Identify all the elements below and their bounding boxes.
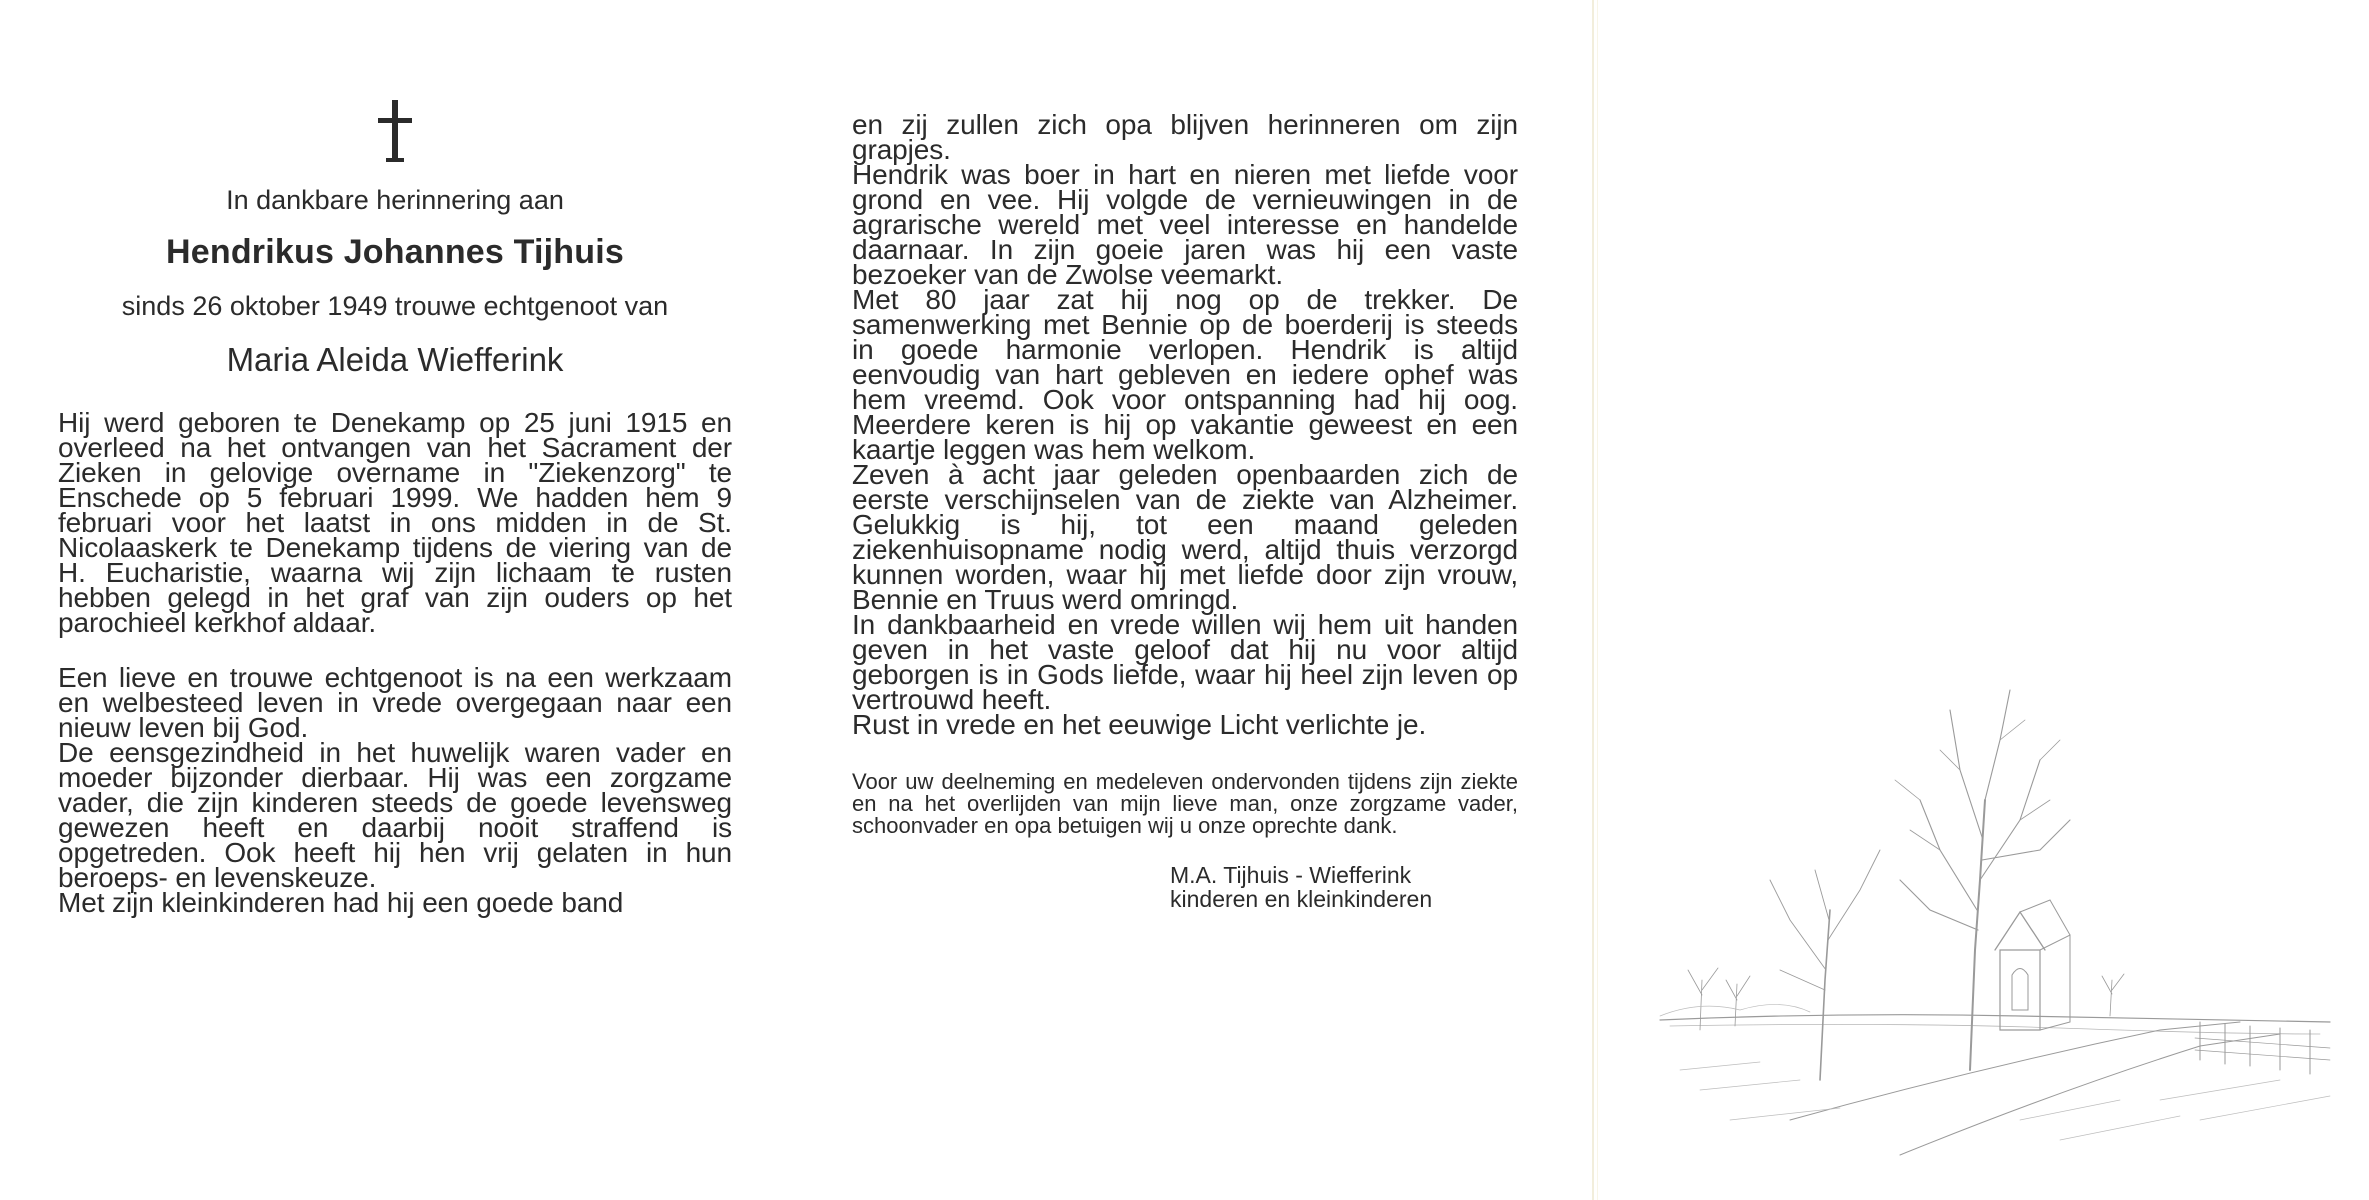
middle-paragraph-tractor: Met 80 jaar zat hij nog op de trekker. De samenwerking met Bennie op de boerderij is steeds in goede harmonie verlopen. Hendrik is altijd eenvoudig van hart gebleven en iedere ophef was hem vreemd. Ook voor ontspanning had hij oog. Meerdere keren is hij op vakantie geweest en een kaartje leggen was hem welkom. <box>852 284 1518 465</box>
signature-block <box>1170 863 1518 911</box>
left-paragraph-birth: Hij werd geboren te Denekamp op 25 juni 1915 en overleed na het ontvangen van het Sacrament der Zieken in gelovige overname in "Ziekenzorg" te Enschede op 5 februari 1999. We hadden hem 9 februari voor het laatst in ons midden in de St. Nicolaaskerk te Denekamp tijdens de viering van de H. Eucharistie, waarna wij zijn lichaam te rusten hebben gelegd in het graf van zijn ouders op het parochieel kerkhof aldaar. <box>58 407 732 638</box>
thanks-text: Voor uw deelneming en medeleven ondervonden tijdens zijn ziekte en na het overlijden van mijn lieve man, onze zorgzame vader, schoonvader en opa betuigen wij u onze oprechte dank. <box>852 769 1518 838</box>
cross-container <box>58 100 732 162</box>
left-paragraph-marriage: De eensgezindheid in het huwelijk waren vader en moeder bijzonder dierbaar. Hij was een zorgzame vader, die zijn kinderen steeds de goede levensweg gewezen heeft en daarbij nooit straffend is opgetreden. Ook heeft hij hen vrij gelaten in hun beroeps- en levenskeuze. <box>58 737 732 893</box>
left-column <box>58 100 732 918</box>
middle-paragraph-gratitude: In dankbaarheid en vrede willen wij hem uit handen geven in het vaste geloof dat hij nu voor altijd geborgen is in Gods liefde, waar hij heel zijn leven op vertrouwd heeft. <box>852 609 1518 715</box>
middle-paragraph-illness: Zeven à acht jaar geleden openbaarden zich de eerste verschijnselen van de ziekte van Alzheimer. Gelukkig is hij, tot een maand geleden ziekenhuisopname nodig werd, altijd thuis verzorgd kunnen worden, waar hij met liefde door zijn vrouw, Bennie en Truus werd omringd. <box>852 459 1518 615</box>
spouse-name: Maria Aleida Wiefferink <box>226 341 564 378</box>
middle-column <box>852 109 1518 912</box>
cross-icon <box>375 100 415 162</box>
left-paragraph-grandchildren: Met zijn kleinkinderen had hij een goede band <box>58 887 624 918</box>
paragraph-gap <box>58 635 732 665</box>
signature-family: kinderen en kleinkinderen <box>1170 886 1433 912</box>
signature-name: M.A. Tijhuis - Wiefferink <box>1170 862 1412 888</box>
middle-paragraph-farmer: Hendrik was boer in hart en nieren met liefde voor grond en vee. Hij volgde de vernieuwingen in de agrarische wereld met veel interesse en handelde daarnaar. In zijn goeie jaren was hij een vaste bezoeker van de Zwolse veemarkt. <box>852 159 1518 290</box>
middle-paragraph-rest: Rust in vrede en het eeuwige Licht verlichte je. <box>852 709 1427 740</box>
deceased-name: Hendrikus Johannes Tijhuis <box>165 233 624 271</box>
left-paragraph-spouse: Een lieve en trouwe echtgenoot is na een werkzaam en welbesteed leven in vrede overgegaan naar een nieuw leven bij God. <box>58 662 732 743</box>
landscape-drawing-icon <box>1640 650 2340 1170</box>
middle-paragraph-grandchildren: en zij zullen zich opa blijven herinneren om zijn grapjes. <box>852 109 1518 165</box>
card-fold <box>1592 0 1594 1200</box>
intro-text: In dankbare herinnering aan <box>226 185 564 215</box>
left-body <box>58 407 732 918</box>
card-fold-shadow <box>1597 0 1598 1200</box>
marriage-line: sinds 26 oktober 1949 trouwe echtgenoot van <box>121 291 669 321</box>
